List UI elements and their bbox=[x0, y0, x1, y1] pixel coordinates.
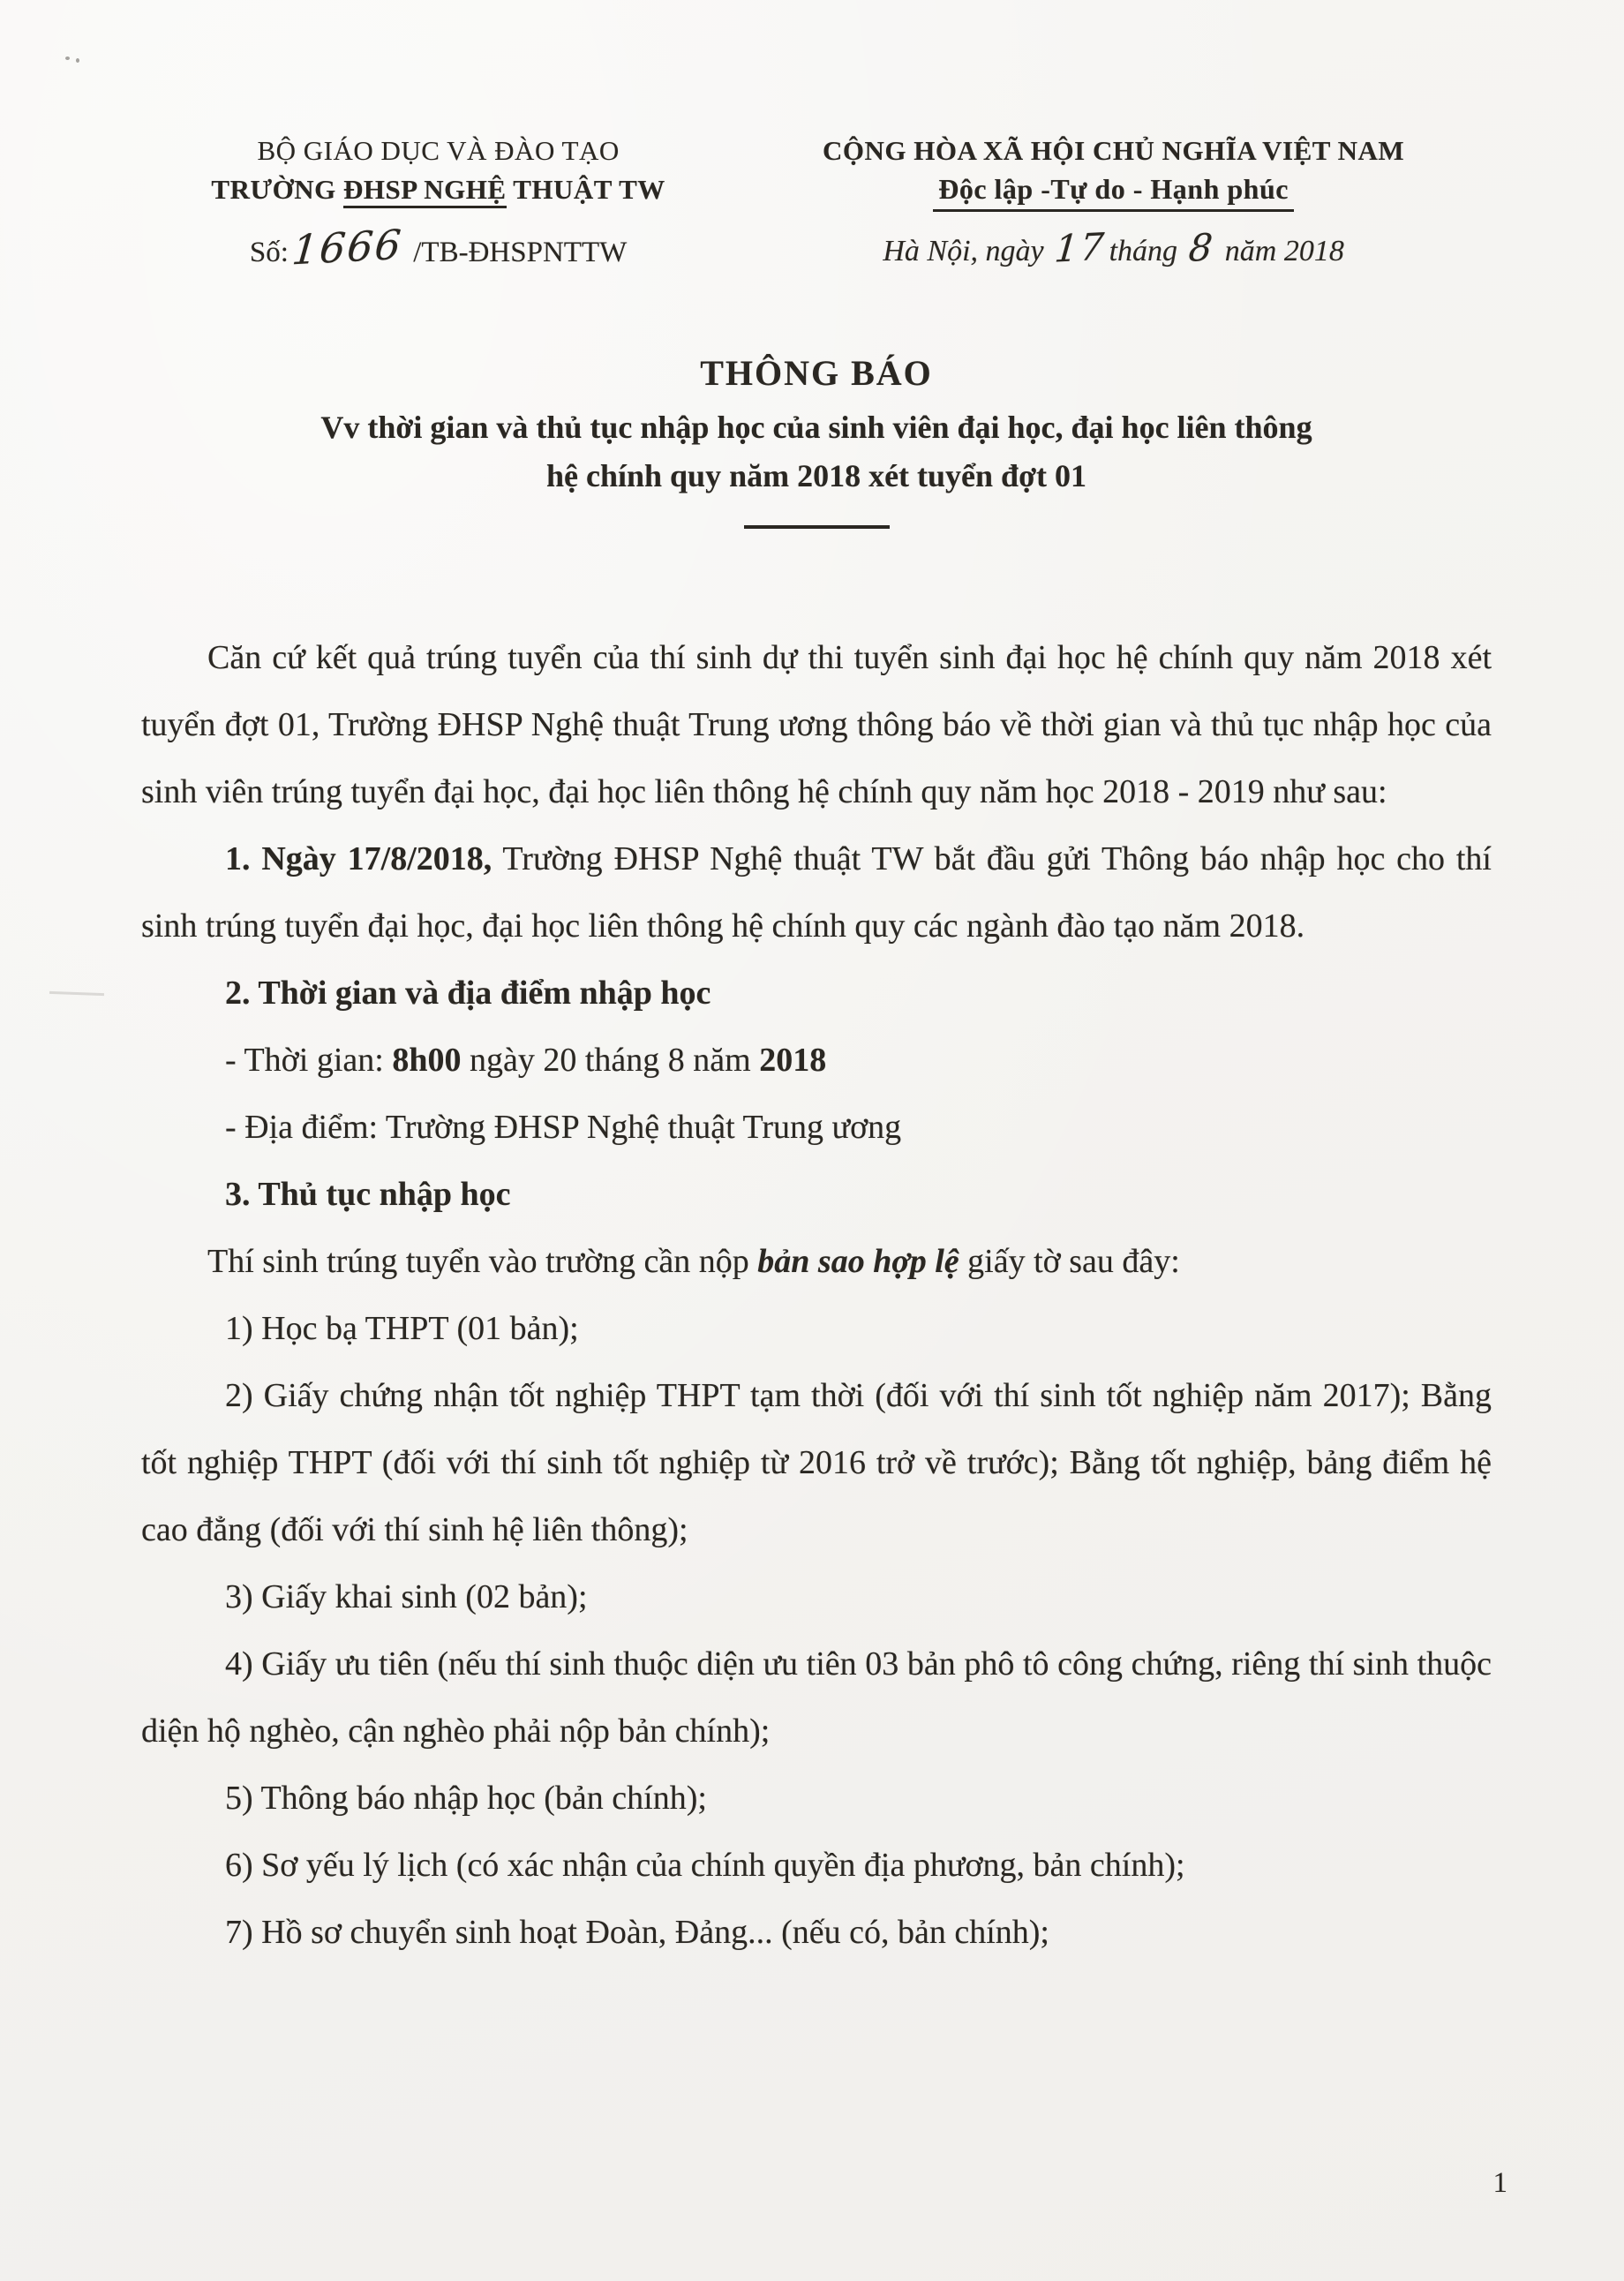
document-item-6: 6) Sơ yếu lý lịch (có xác nhận của chính quyền địa phương, bản chính); bbox=[225, 1847, 1185, 1884]
section-3-intro bbox=[141, 1228, 1492, 1295]
title-separator bbox=[744, 525, 890, 529]
date-mid: tháng bbox=[1109, 235, 1178, 267]
country-title: CỘNG HÒA XÃ HỘI CHỦ NGHĨA VIỆT NAM bbox=[822, 135, 1405, 166]
section-1-text: Trường ĐHSP Nghệ thuật TW bắt đầu gửi Thông báo nhập học cho thí sinh trúng tuyển đại học, đại học liên thông hệ chính quy các ngành đào tạo năm 2018. bbox=[141, 840, 1492, 945]
document-header bbox=[141, 132, 1492, 275]
notice-subtitle bbox=[141, 403, 1492, 501]
ref-label: Số: bbox=[249, 237, 289, 268]
notice-subtitle-line2: hệ chính quy năm 2018 xét tuyển đợt 01 bbox=[545, 458, 1087, 493]
document-item-2: 2) Giấy chứng nhận tốt nghiệp THPT tạm thời (đối với thí sinh tốt nghiệp năm 2017); Bằng tốt nghiệp THPT (đối với thí sinh tốt nghiệp từ 2016 trở về trước); Bằng tốt nghiệp, bảng điểm hệ cao đẳng (đối với thí sinh hệ liên thông); bbox=[141, 1377, 1492, 1548]
location-line: - Địa điểm: Trường ĐHSP Nghệ thuật Trung ương bbox=[225, 1109, 902, 1146]
document-item-3: 3) Giấy khai sinh (02 bản); bbox=[225, 1578, 588, 1615]
time-mid: ngày 20 tháng 8 năm bbox=[461, 1042, 760, 1079]
place-and-date-line bbox=[735, 224, 1492, 271]
date-month-handwritten: 8 bbox=[1186, 225, 1216, 270]
scan-artifact-dash bbox=[49, 991, 104, 996]
date-day-handwritten: 17 bbox=[1053, 224, 1108, 271]
notice-subtitle-line1: Vv thời gian và thủ tục nhập học của sinh viên đại học, đại học liên thông bbox=[320, 410, 1312, 445]
scan-speck bbox=[76, 58, 79, 63]
time-value: 8h00 bbox=[392, 1042, 462, 1079]
document-item-5: 5) Thông báo nhập học (bản chính); bbox=[225, 1780, 707, 1817]
time-label: - Thời gian: bbox=[225, 1042, 393, 1079]
page-number: 1 bbox=[1492, 2167, 1507, 2199]
section-3-intro-pre: Thí sinh trúng tuyển vào trường cần nộp bbox=[207, 1243, 758, 1280]
date-prefix: Hà Nội, ngày bbox=[883, 235, 1044, 267]
school-name-underlined: ĐHSP NGHỆ bbox=[343, 174, 507, 208]
school-name bbox=[141, 169, 735, 210]
section-1-paragraph bbox=[141, 825, 1492, 960]
title-section bbox=[141, 350, 1492, 529]
section-2-heading: 2. Thời gian và địa điểm nhập học bbox=[225, 975, 711, 1012]
ref-number-handwritten: 1666 bbox=[289, 220, 405, 275]
ministry-name: BỘ GIÁO DỤC VÀ ĐÀO TẠO bbox=[257, 135, 620, 166]
time-year: 2018 bbox=[759, 1042, 827, 1079]
date-suffix: năm 2018 bbox=[1224, 235, 1344, 267]
document-item-7: 7) Hồ sơ chuyển sinh hoạt Đoàn, Đảng... (nếu có, bản chính); bbox=[225, 1914, 1049, 1951]
notice-heading: THÔNG BÁO bbox=[700, 353, 933, 393]
header-issuing-agency bbox=[141, 132, 735, 275]
time-line bbox=[141, 1027, 1492, 1094]
document-body bbox=[141, 624, 1492, 1966]
document-item-4: 4) Giấy ưu tiên (nếu thí sinh thuộc diện ưu tiên 03 bản phô tô công chứng, riêng thí sinh thuộc diện hộ nghèo, cận nghèo phải nộp bản chính); bbox=[141, 1645, 1492, 1750]
section-3-heading: 3. Thủ tục nhập học bbox=[225, 1176, 511, 1213]
scan-speck bbox=[65, 56, 70, 60]
document-reference-number bbox=[141, 220, 735, 275]
intro-paragraph: Căn cứ kết quả trúng tuyển của thí sinh dự thi tuyển sinh đại học hệ chính quy năm 2018 xét tuyển đợt 01, Trường ĐHSP Nghệ thuật Trung ương thông báo về thời gian và thủ tục nhập học của sinh viên trúng tuyển đại học, đại học liên thông hệ chính quy năm học 2018 - 2019 như sau: bbox=[141, 639, 1492, 810]
required-copy-emphasis: bản sao hợp lệ bbox=[757, 1243, 959, 1280]
national-motto-wrap bbox=[735, 173, 1492, 212]
header-national-heading bbox=[735, 132, 1492, 269]
school-name-prefix: TRƯỜNG bbox=[211, 174, 344, 205]
section-3-intro-post: giấy tờ sau đây: bbox=[959, 1243, 1180, 1280]
document-item-1: 1) Học bạ THPT (01 bản); bbox=[225, 1310, 579, 1347]
school-name-suffix: THUẬT TW bbox=[506, 174, 665, 205]
section-1-lead: 1. Ngày 17/8/2018, bbox=[225, 840, 492, 877]
national-motto: Độc lập -Tự do - Hạnh phúc bbox=[933, 173, 1294, 212]
ref-suffix: /TB-ĐHSPNTTW bbox=[406, 237, 628, 268]
